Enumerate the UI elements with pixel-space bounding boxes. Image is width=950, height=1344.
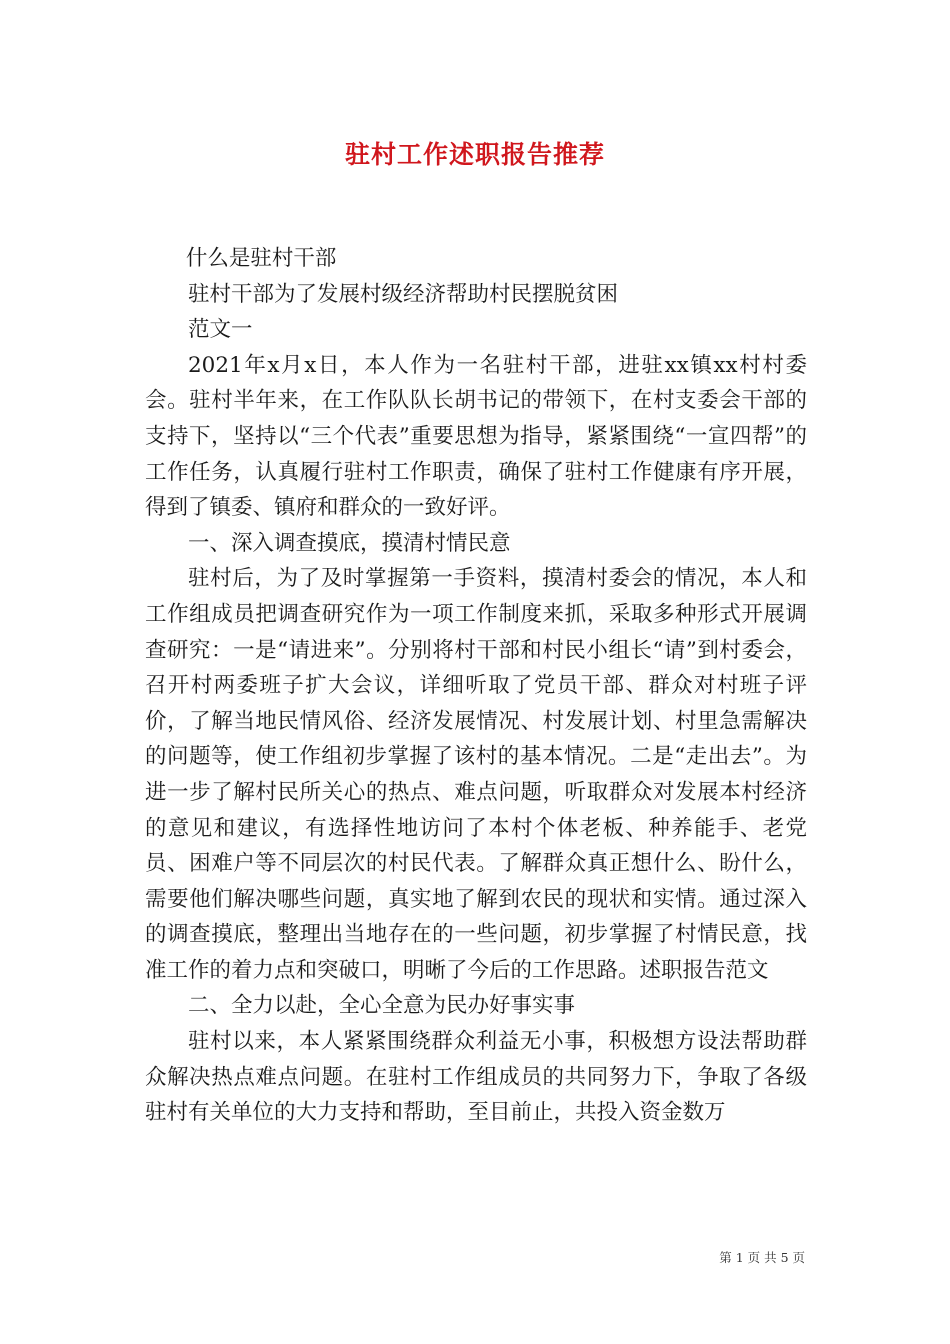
page-number: 第 1 页 共 5 页: [719, 1250, 805, 1265]
paragraph-definition: 驻村干部为了发展村级经济帮助村民摆脱贫困: [188, 281, 619, 307]
section-heading-1: 一、深入调查摸底，摸清村情民意: [188, 530, 511, 556]
paragraph-sample-label: 范文一: [188, 317, 253, 343]
paragraph-intro: 2021年x月x日，本人作为一名驻村干部，进驻xx镇xx村村委会。驻村半年来，在工作队队长胡书记的带领下，在村支委会干部的支持下，坚持以“三个代表”重要思想为指导，紧紧围绕“一宣四帮”的工作任务，认真履行驻村工作职责，确保了驻村工作健康有序开展，得到了镇委、镇府和群众的一致好评。: [145, 352, 807, 521]
paragraph-heading-what: 什么是驻村干部: [185, 246, 337, 271]
paragraph-section-2: 驻村以来，本人紧紧围绕群众利益无小事，积极想方设法帮助群众解决热点难点问题。在驻村工作组成员的共同努力下，争取了各级驻村有关单位的大力支持和帮助，至目前止，共投入资金数万: [145, 1029, 807, 1126]
document-title: 驻村工作述职报告推荐: [344, 140, 605, 169]
section-heading-2: 二、全力以赴，全心全意为民办好事实事: [188, 993, 576, 1019]
document-body: [145, 241, 807, 1131]
paragraph-section-1: 驻村后，为了及时掌握第一手资料，摸清村委会的情况，本人和工作组成员把调查研究作为一项工作制度来抓，采取多种形式开展调查研究：一是“请进来”。分别将村干部和村民小组长“请”到村委会，召开村两委班子扩大会议，详细听取了党员干部、群众对村班子评价，了解当地民情风俗、经济发展情况、村发展计划、村里急需解决的问题等，使工作组初步掌握了该村的基本情况。二是“走出去”。为进一步了解村民所关心的热点、难点问题，听取群众对发展本村经济的意见和建议，有选择性地访问了本村个体老板、种养能手、老党员、困难户等不同层次的村民代表。了解群众真正想什么、盼什么，需要他们解决哪些问题，真实地了解到农民的现状和实情。通过深入的调查摸底，整理出当地存在的一些问题，初步掌握了村情民意，找准工作的着力点和突破口，明晰了今后的工作思路。述职报告范文: [145, 566, 807, 983]
